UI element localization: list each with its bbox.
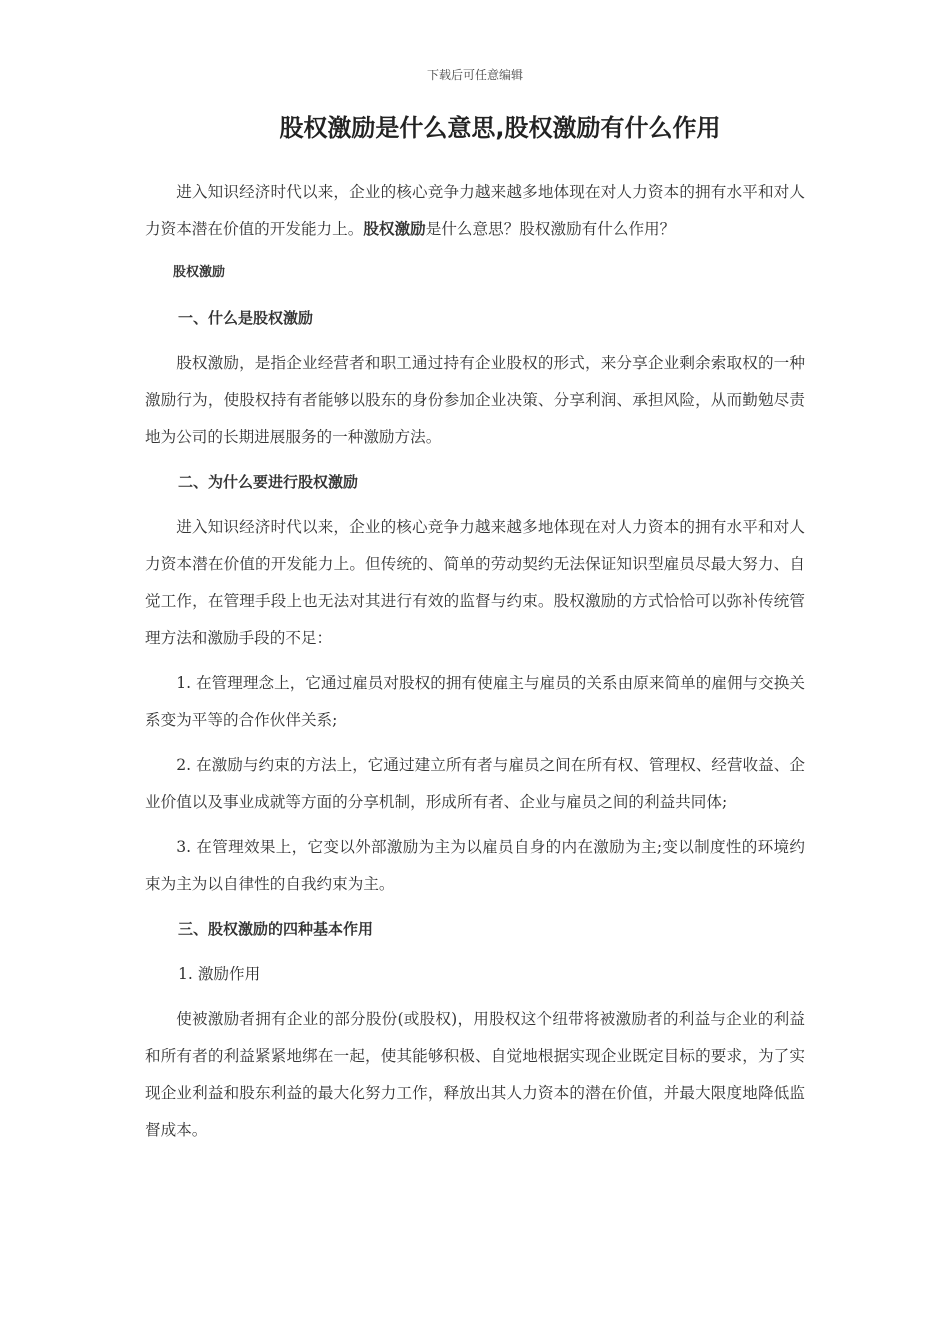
section-1-paragraph: 股权激励，是指企业经营者和职工通过持有企业股权的形式，来分享企业剩余索取权的一种激励行为，使股权持有者能够以股东的身份参加企业决策、分享利润、承担风险，从而勤勉尽责地为公司的长期进展服务的一种激励方法。 bbox=[145, 354, 805, 446]
document-body bbox=[145, 174, 805, 1157]
intro-bold-keyword: 股权激励 bbox=[363, 220, 426, 238]
section-2-paragraph: 进入知识经济时代以来，企业的核心竞争力越来越多地体现在对人力资本的拥有水平和对人力资本潜在价值的开发能力上。但传统的、简单的劳动契约无法保证知识型雇员尽最大努力、自觉工作，在管理手段上也无法对其进行有效的监督与约束。股权激励的方式恰恰可以弥补传统管理方法和激励手段的不足： bbox=[145, 518, 805, 647]
section-3-sub-heading: 1. 激励作用 bbox=[178, 965, 261, 983]
section-2-point-1: 1. 在管理理念上，它通过雇员对股权的拥有使雇主与雇员的关系由原来简单的雇佣与交换关系变为平等的合作伙伴关系; bbox=[145, 674, 805, 729]
section-2-point-3: 3. 在管理效果上，它变以外部激励为主为以雇员自身的内在激励为主;变以制度性的环境约束为主为以自律性的自我约束为主。 bbox=[145, 838, 805, 893]
intro-text-after: 是什么意思？股权激励有什么作用？ bbox=[425, 220, 676, 238]
section-3-paragraph: 使被激励者拥有企业的部分股份(或股权)，用股权这个纽带将被激励者的利益与企业的利益和所有者的利益紧紧地绑在一起，使其能够积极、自觉地根据实现企业既定目标的要求，为了实现企业利益和股东利益的最大化努力工作，释放出其人力资本的潜在价值，并最大限度地降低监督成本。 bbox=[145, 1010, 805, 1139]
section-1-heading: 一、什么是股权激励 bbox=[178, 309, 314, 327]
section-2-heading: 二、为什么要进行股权激励 bbox=[178, 473, 359, 491]
intro-paragraph bbox=[145, 174, 805, 248]
document-title: 股权激励是什么意思,股权激励有什么作用 bbox=[279, 114, 721, 142]
intro-text-before: 进入知识经济时代以来，企业的核心竞争力越来越多地体现在对人力资本的拥有水平和对人力资本潜在价值的开发能力上。 bbox=[145, 183, 805, 238]
section-2-point-2: 2. 在激励与约束的方法上，它通过建立所有者与雇员之间在所有权、管理权、经营收益、企业价值以及事业成就等方面的分享机制，形成所有者、企业与雇员之间的利益共同体; bbox=[145, 756, 805, 811]
header-note: 下载后可任意编辑 bbox=[426, 68, 523, 82]
section-3-heading: 三、股权激励的四种基本作用 bbox=[178, 920, 374, 938]
keyword-tag-label: 股权激励 bbox=[173, 265, 226, 280]
